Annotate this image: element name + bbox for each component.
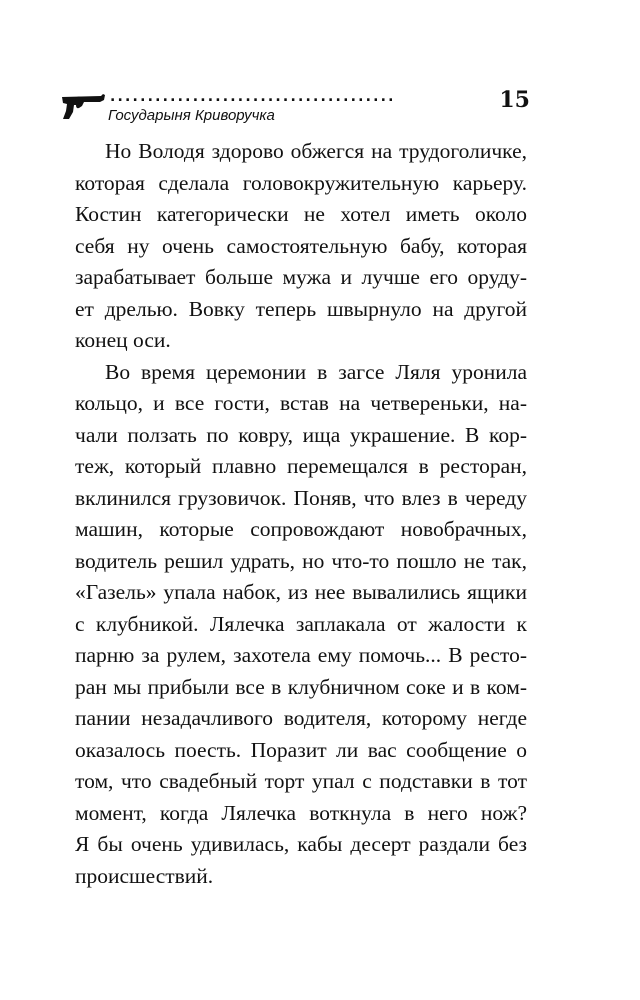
header-dotted-rule: ...................................... [110, 92, 396, 102]
text-line: «Газель» упала набок, из нее вывалились ящики [75, 580, 527, 604]
text-line: кольцо, и все гости, встав на четвереньки, на- [75, 391, 527, 415]
text-line: момент, когда Лялечка воткнула в него нож? [75, 800, 527, 825]
text-line: оказалось поесть. Поразит ли вас сообщение о [75, 737, 527, 762]
text-line: теж, который плавно перемещался в ресторан, [75, 454, 527, 478]
text-line: Костин категорически не хотел иметь около [75, 202, 527, 226]
running-header [60, 88, 530, 132]
book-title: Государыня Криворучка [108, 107, 275, 124]
text-line: ет дрелью. Вовку теперь швырнуло на другой [75, 296, 527, 321]
text-line: Но Володя здорово обжегся на трудоголичке, [105, 139, 527, 163]
text-line: Во время церемонии в загсе Ляля уронила [105, 359, 527, 384]
text-line: пании незадачливого водителя, которому негде [75, 706, 527, 730]
text-line: происшествий. [75, 863, 214, 888]
text-line: парню за рулем, захотела ему помочь... В ресто- [75, 643, 527, 667]
text-line: вклинился грузовичок. Поняв, что влез в череду [75, 485, 527, 510]
paragraph [75, 357, 527, 893]
page-body [75, 136, 527, 892]
text-line: себя ну очень самостоятельную бабу, которая [75, 233, 527, 258]
text-line: Я бы очень удивилась, кабы десерт раздали без [75, 832, 527, 856]
paragraph [75, 136, 527, 357]
text-line: конец оси. [75, 328, 171, 352]
text-line: машин, которые сопровождают новобрачных, [75, 517, 527, 541]
text-line: ран мы прибыли все в клубничном соке и в ком- [75, 674, 527, 699]
revolver-icon [60, 92, 106, 122]
text-line: водитель решил удрать, но что-то пошло не так, [75, 548, 527, 573]
text-line: зарабатывает больше мужа и лучше его оруду- [75, 265, 527, 289]
text-line: том, что свадебный торт упал с подставки в тот [75, 769, 527, 793]
text-line: чали ползать по ковру, ища украшение. В кор- [75, 422, 527, 447]
text-line: которая сделала головокружительную карьеру. [75, 170, 527, 195]
text-line: с клубникой. Лялечка заплакала от жалости к [75, 611, 527, 636]
page-number: 15 [499, 87, 530, 113]
